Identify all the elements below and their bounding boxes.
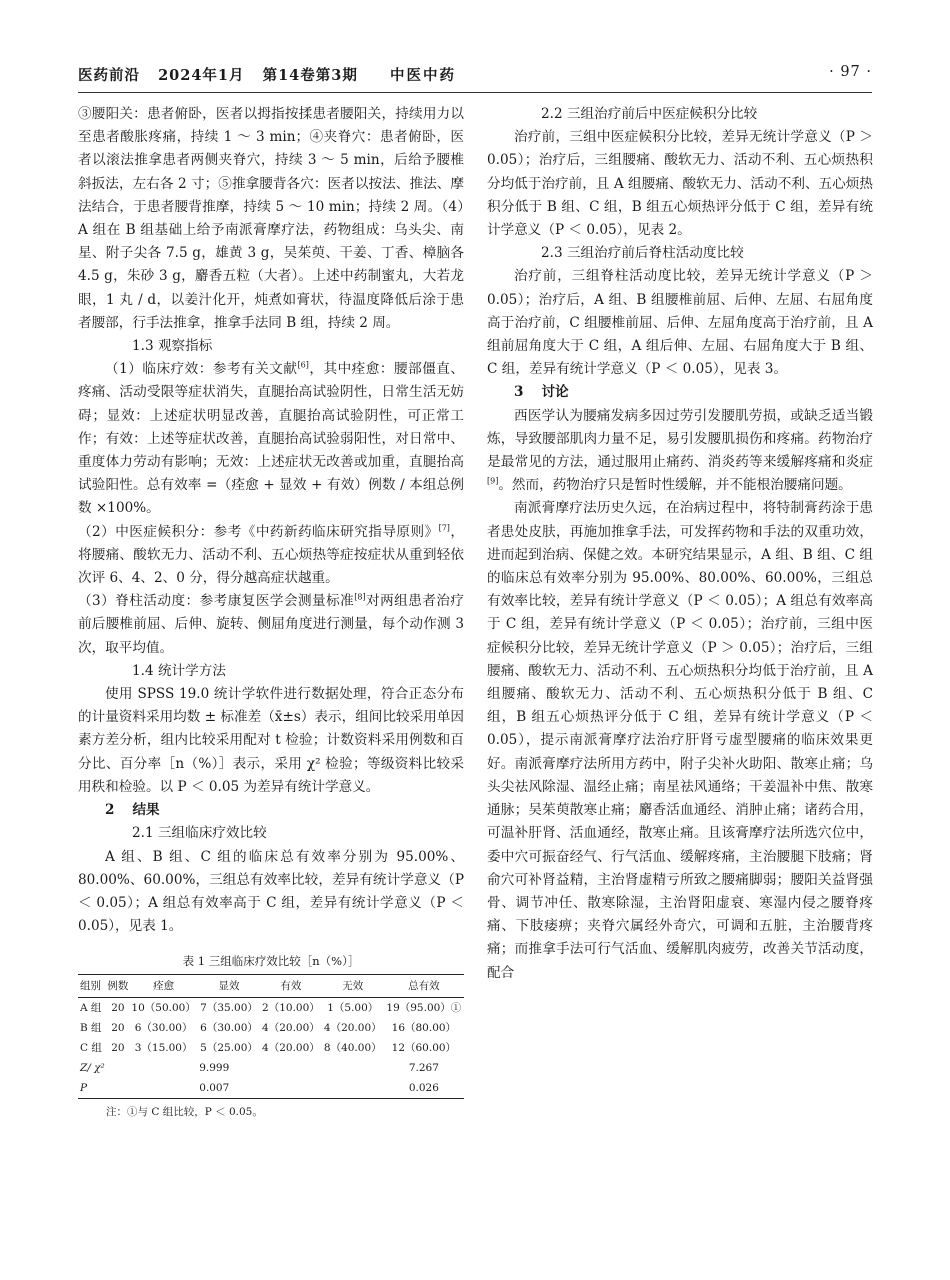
column-header: 痊愈 xyxy=(129,975,198,998)
text: 对两组患者治疗前后腰椎前屈、后伸、旋转、侧屈角度进行测量，每个动作测 3 次，取平均值。 xyxy=(78,593,464,656)
table-cell: 6（30.00） xyxy=(200,1022,258,1035)
heading-2-2: 2.2 三组治疗前后中医症候积分比较 xyxy=(541,106,758,122)
column-header: 例数 xyxy=(107,975,129,998)
table-cell: 19（95.00）① xyxy=(386,1002,462,1015)
paragraph-discussion-1 xyxy=(487,405,873,498)
table-cell: 9.999 xyxy=(199,1062,230,1075)
table-cell: 12（60.00） xyxy=(391,1042,457,1055)
table-1-title: 表 1 三组临床疗效比较［n（%）］ xyxy=(182,954,360,969)
heading-2-1: 2.1 三组临床疗效比较 xyxy=(132,825,267,842)
table-cell: 10（50.00） xyxy=(131,1002,196,1015)
column-header: 显效 xyxy=(198,975,260,998)
column-header: 有效 xyxy=(260,975,322,998)
running-header xyxy=(78,62,872,86)
text: （2）中医症候积分：参考《中药新药临床研究指导原则》 xyxy=(78,523,439,540)
paragraph-spine-mobility xyxy=(78,590,464,660)
table-cell: 4（20.00） xyxy=(323,1022,382,1035)
citation-9: [9] xyxy=(487,476,499,486)
paragraph-intervention: ③腰阳关：患者俯卧，医者以拇指按揉患者腰阳关，持续用力以至患者酸胀疼痛，持续 1 ～ 3 min；④夹脊穴：患者俯卧，医者以滚法推拿患者两侧夹脊穴，持续 3 ～ 5 min，后给予腰椎斜扳法，左右各 2 寸；⑤推拿腰背各穴：医者以按法、推法、摩法结合，于患者腰背推摩，持续 5 ～ 10 min；持续 2 周。（4）A 组在 B 组基础上给予南派膏摩疗法，药物组成：乌头尖、南星、附子尖各 7.5 g，雄黄 3 g，吴茱萸、干姜、丁香、樟脑各 4.5 g，朱砂 3 g，麝香五粒（大者）。上述中药制蜜丸，大若龙眼，1 丸 / d，以姜汁化开，炖煮如膏状，待温度降低后涂于患者腰部，行手法推拿，推拿手法同 B 组，持续 2 周。 xyxy=(78,106,464,331)
volume-issue: 第14卷第3期 xyxy=(262,67,358,84)
issue-date: 2024年1月 xyxy=(158,67,245,84)
table-1-note: 注：①与 C 组比较，P ＜ 0.05。 xyxy=(106,1106,263,1119)
text: ，其中痊愈：腰部僵直、疼痛、活动受限等症状消失，直腿抬高试验阴性，日常生活无妨碍；显效：上述症状明显改善，直腿抬高试验阴性，可正常工作；有效：上述等症状改善，直腿抬高试验弱阳性，对日常中、重度体力劳动有影响；无效：上述症状无改善或加重，直腿抬高试验阳性。总有效率 =（痊愈 + 显效 + 有效）例数 / 本组总例数 ×100%。 xyxy=(78,361,464,517)
text: 。然而，药物治疗只是暂时性缓解，并不能根治腰痛问题。 xyxy=(498,477,852,494)
journal-info xyxy=(78,64,370,85)
right-column xyxy=(487,103,873,985)
table-cell: 1（5.00） xyxy=(327,1002,379,1015)
column-header: 总有效 xyxy=(384,975,464,998)
table-cell: 7.267 xyxy=(408,1062,439,1075)
table-cell: 8（40.00） xyxy=(323,1042,382,1055)
text: ，将腰痛、酸软无力、活动不利、五心烦热等症按症状从重到轻依次评 6、4、2、0 分，得分越高症状越重。 xyxy=(78,523,464,587)
heading-3 xyxy=(487,381,873,404)
column-header: 组别 xyxy=(78,975,107,998)
table-cell xyxy=(78,1078,107,1099)
section-title: 讨论 xyxy=(541,384,569,401)
table-cell: B 组 xyxy=(80,1022,102,1035)
paragraph-clinical-efficacy xyxy=(78,358,464,520)
citation-8: [8] xyxy=(354,592,366,602)
table-cell: 20 xyxy=(111,1042,125,1055)
table-cell: C 组 xyxy=(80,1042,102,1055)
paragraph-spine-result: 治疗前，三组脊柱活动度比较，差异无统计学意义（P ＞ 0.05）；治疗后，A 组、B 组腰椎前屈、后伸、左屈、右屈角度高于治疗前，C 组腰椎前屈、后伸、左屈角度高于治疗前，且 A 组前屈角度大于 C 组，A 组后伸、左屈、右屈角度大于 B 组、C 组，差异有统计学意义（P ＜ 0.05），见表 3。 xyxy=(487,268,873,378)
table-cell xyxy=(78,1058,107,1078)
heading-1-4: 1.4 统计学方法 xyxy=(132,662,226,679)
table-cell: 0.007 xyxy=(107,1078,322,1099)
paragraph-tcm-score xyxy=(78,521,464,591)
page-number: · 97 · xyxy=(829,64,872,80)
stat-label: P xyxy=(80,1082,88,1095)
section-name: 中医中药 xyxy=(390,67,456,84)
paragraph-efficacy-result: A 组、B 组、C 组的临床总有效率分别为 95.00%、80.00%、60.00%，三组总有效率比较，差异有统计学意义（P ＜ 0.05）；A 组总有效率高于 C 组，差异有统计学意义（P ＜ 0.05），见表 1。 xyxy=(78,848,464,935)
heading-1-3: 1.3 观察指标 xyxy=(132,338,213,355)
citation-6: [6] xyxy=(297,360,309,370)
text: 西医学认为腰痛发病多因过劳引发腰肌劳损，或缺乏适当锻炼，导致腰部肌肉力量不足，易引发腰肌损伤和疼痛。药物治疗是最常见的方法，通过服用止痛药、消炎药等来缓解疼痛和炎症 xyxy=(487,407,873,471)
left-column xyxy=(78,103,464,1121)
journal-name: 医药前沿 xyxy=(78,67,140,84)
table-row xyxy=(78,998,464,1019)
heading-2 xyxy=(78,799,464,822)
table-cell: 20 xyxy=(111,1022,125,1035)
table-cell: 7（35.00） xyxy=(200,1002,258,1015)
citation-7: [7] xyxy=(438,523,450,533)
table-row-statistic xyxy=(78,1058,464,1078)
section-title: 结果 xyxy=(132,802,160,819)
table-cell: 2（10.00） xyxy=(262,1002,320,1015)
table-cell xyxy=(322,1078,384,1099)
header-rule xyxy=(78,92,872,93)
table-cell: 6（30.00） xyxy=(134,1022,193,1035)
table-1 xyxy=(78,974,464,1099)
paragraph-statistics: 使用 SPSS 19.0 统计学软件进行数据处理，符合正态分布的计量资料采用均数 ± 标准差（x̄±s）表示，组间比较采用单因素方差分析，组内比较采用配对 t 检验；计数资料采用例数和百分比、百分率［n（%）］表示，采用 χ² 检验；等级资料比较采用秩和检验。以 P ＜ 0.05 为差异有统计学意义。 xyxy=(78,686,464,795)
table-cell: 20 xyxy=(111,1002,125,1015)
paragraph-tcm-result: 治疗前，三组中医症候积分比较，差异无统计学意义（P ＞ 0.05）；治疗后，三组腰痛、酸软无力、活动不利、五心烦热积分均低于治疗前，且 A 组腰痛、酸软无力、活动不利、五心烦热积分低于 B 组、C 组，B 组五心烦热评分低于 C 组，差异有统计学意义（P ＜ 0.05），见表 2。 xyxy=(487,129,873,239)
table-row-p-value xyxy=(78,1078,464,1099)
table-cell: 4（20.00） xyxy=(262,1022,320,1035)
table-cell: A 组 xyxy=(80,1002,102,1015)
text: （1）临床疗效：参考有关文献 xyxy=(105,361,298,378)
stat-label: Z/ χ² xyxy=(80,1062,105,1075)
table-cell: 3（15.00） xyxy=(134,1042,193,1055)
section-number: 3 xyxy=(514,384,524,401)
table-cell xyxy=(322,1058,384,1078)
table-cell: 4（20.00） xyxy=(262,1042,320,1055)
paragraph-discussion-2: 南派膏摩疗法历史久远，在治病过程中，将特制膏药涂于患者患处皮肤，再施加推拿手法，可发挥药物和手法的双重功效，进而起到治病、保健之效。本研究结果显示，A 组、B 组、C 组的临床总有效率分别为 95.00%、80.00%、60.00%，三组总有效率比较，差异有统计学意义（P ＜ 0.05）；A 组总有效率高于 C 组，差异有统计学意义（P ＜ 0.05）；治疗前，三组中医症候积分比较，差异无统计学意义（P ＞ 0.05）；治疗后，三组腰痛、酸软无力、活动不利、五心烦热积分均低于治疗前，且 A 组腰痛、酸软无力、活动不利、五心烦热积分低于 B 组、C 组，B 组五心烦热评分低于 C 组，差异有统计学意义（P ＜ 0.05），提示南派膏摩疗法治疗肝肾亏虚型腰痛的临床效果更好。南派膏摩疗法所用方药中，附子尖补火助阳、散寒止痛；乌头尖祛风除湿、温经止痛；南星祛风通络；干姜温补中焦、散寒通脉；吴茱萸散寒止痛；麝香活血通经、消肿止痛；诸药合用，可温补肝肾、活血通经，散寒止痛。且该膏摩疗法所选穴位中，委中穴可振奋经气、行气活血、缓解疼痛，主治腰腿下肢痛；肾俞穴可补肾益精，主治肾虚精亏所致之腰痛脚弱；腰阳关益肾强骨、调节冲任、散寒除湿，主治肾阳虚衰、寒湿内侵之腰脊疼痛、下肢痿痹；夹脊穴属经外奇穴，可调和五脏，主治腰背疼痛；而推拿手法可行气活血、缓解肌肉疲劳，改善关节活动度，配合 xyxy=(487,500,873,981)
table-row xyxy=(78,1018,464,1038)
table-cell: 0.026 xyxy=(384,1078,464,1099)
section-number: 2 xyxy=(105,802,115,819)
table-cell: 16（80.00） xyxy=(391,1022,457,1035)
table-cell: 5（25.00） xyxy=(200,1042,258,1055)
table-header-row xyxy=(78,975,464,998)
heading-2-3: 2.3 三组治疗前后脊柱活动度比较 xyxy=(541,245,744,262)
table-row xyxy=(78,1038,464,1058)
text: （3）脊柱活动度：参考康复医学会测量标准 xyxy=(78,593,355,610)
column-header: 无效 xyxy=(322,975,384,998)
